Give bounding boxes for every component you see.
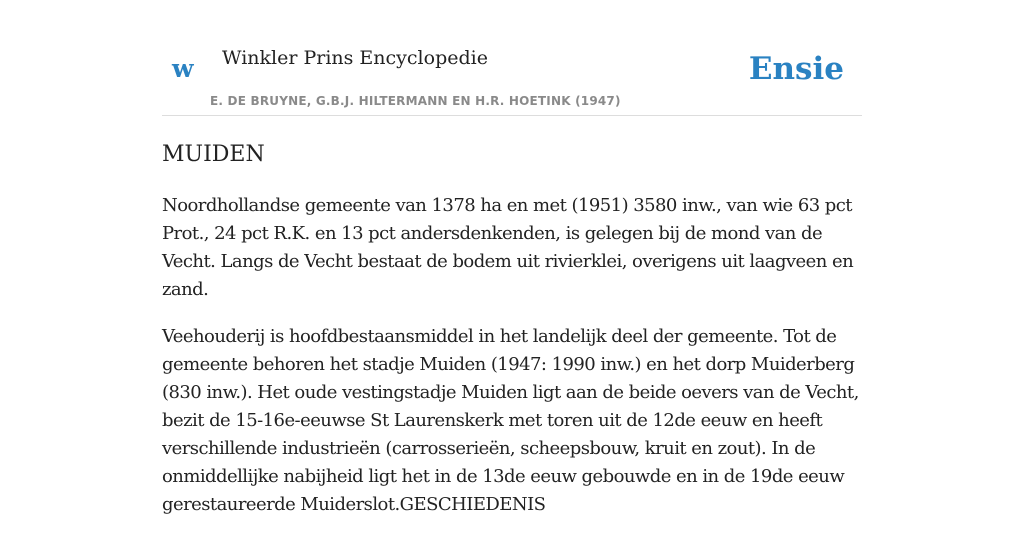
winkler-prins-logo[interactable]: w [172, 54, 194, 83]
ensie-logo[interactable]: Ensie [748, 51, 844, 87]
entry-body [162, 192, 862, 538]
page [162, 0, 862, 515]
publication-title[interactable]: Winkler Prins Encyclopedie [222, 47, 488, 69]
entry-paragraph: Veehouderij is hoofdbestaansmiddel in het landelijk deel der gemeente. Tot de gemeente behoren het stadje Muiden (1947: 1990 inw.) en het dorp Muiderberg (830 inw.). Het oude vestingstadje Muiden ligt aan de beide oevers van de Vecht, bezit de 15-16e-eeuwse St Laurenskerk met toren uit de 12de eeuw en heeft verschillende industrieën (carrosserieën, scheepsbouw, kruit en zout). In de onmiddellijke nabijheid ligt het in de 13de eeuw gebouwde en in de 19de eeuw gerestaureerde Muiderslot.GESCHIEDENIS [162, 326, 859, 515]
entry-paragraph: Noordhollandse gemeente van 1378 ha en met (1951) 3580 inw., van wie 63 pct Prot., 24 pct R.K. en 13 pct andersdenkenden, is gelegen bij de mond van de Vecht. Langs de Vecht bestaat de bodem uit rivierklei, overigens uit laagveen en zand. [162, 195, 854, 300]
entry-title: MUIDEN [162, 142, 265, 167]
publication-authors: E. DE BRUYNE, G.B.J. HILTERMANN EN H.R. HOETINK (1947) [210, 94, 621, 108]
site-header [162, 0, 862, 116]
